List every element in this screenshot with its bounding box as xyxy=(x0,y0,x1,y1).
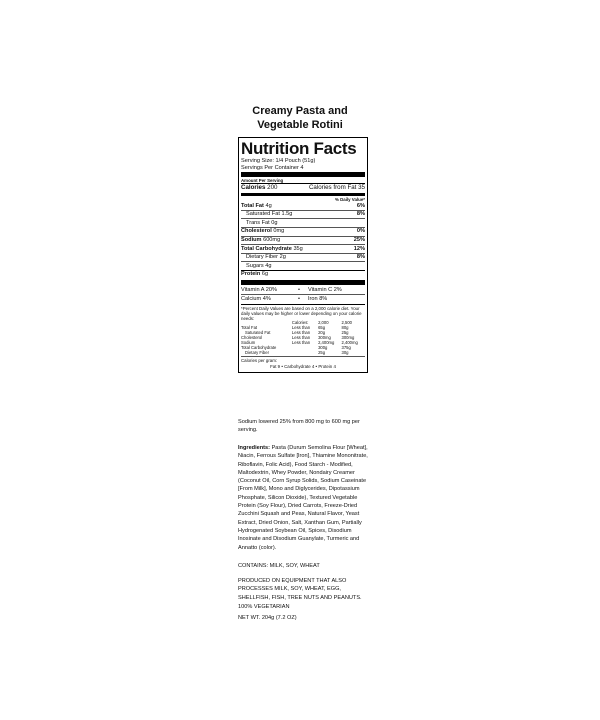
nutrition-facts-panel xyxy=(238,137,368,373)
daily-value-header: % Daily Value* xyxy=(334,196,365,202)
nutrient-amount: 6g xyxy=(261,271,269,278)
ingredients-block xyxy=(238,444,370,552)
nutrient-label: Trans Fat xyxy=(246,219,270,226)
calories-value: 200 xyxy=(267,183,278,191)
thick-divider xyxy=(241,280,365,285)
nutrient-label: Total Carbohydrate xyxy=(241,245,292,252)
dv-table-header-cell: 2,500 xyxy=(341,320,352,326)
medium-divider xyxy=(241,193,365,196)
vitamin-rows xyxy=(241,286,365,304)
bullet: • xyxy=(298,296,300,303)
calories-from-fat: Calories from Fat 35 xyxy=(308,183,365,191)
calories-per-gram: Fat 9 • Carbohydrate 4 • Protein 4 xyxy=(270,363,336,369)
product-title-line-1: Creamy Pasta and xyxy=(252,105,348,117)
dv-table-cell: 65g xyxy=(318,325,326,331)
servings-per-container: Servings Per Container 4 xyxy=(241,164,304,171)
daily-value-table xyxy=(241,321,365,355)
nutrient-row xyxy=(241,237,365,245)
nutrient-amount: 0mg xyxy=(273,228,285,235)
contains-block xyxy=(238,562,370,570)
dv-table-cell: Less than xyxy=(291,339,311,345)
dv-table-cell: 80g xyxy=(341,325,349,331)
dv-table-cell: Dietary Fiber xyxy=(245,349,269,355)
nutrient-row xyxy=(241,202,365,210)
serving-size: Serving Size: 1/4 Pouch (51g) xyxy=(241,158,316,164)
nutrient-rows xyxy=(241,202,365,278)
vegetarian-claim: 100% VEGETARIAN xyxy=(238,604,290,610)
nutrient-amount: 1.5g xyxy=(281,211,293,218)
dv-table-header-cell: 2,000 xyxy=(318,320,329,326)
dv-table-cell: Less than xyxy=(291,335,311,341)
nutrient-label: Saturated Fat xyxy=(246,211,280,218)
calories-per-gram-label: Calories per gram: xyxy=(241,357,278,363)
dv-table-cell: 300g xyxy=(318,344,328,350)
dv-table-cell: 300mg xyxy=(341,335,355,341)
nutrient-daily-value: 8% xyxy=(356,254,365,261)
nutrient-label: Cholesterol xyxy=(241,228,272,235)
vegetarian-block xyxy=(238,603,370,611)
nutrient-row xyxy=(241,211,365,219)
dv-table-cell: Total Fat xyxy=(241,325,258,331)
product-title-line-2: Vegetable Rotini xyxy=(257,119,343,131)
vitamin-left: Calcium 4% xyxy=(241,296,271,303)
vitamin-left: Vitamin A 20% xyxy=(241,286,277,293)
dv-table-cell: 2,400mg xyxy=(318,339,335,345)
dv-table-cell: Less than xyxy=(291,330,311,336)
nutrient-amount: 4g xyxy=(265,202,272,209)
ingredients-text: Pasta (Durum Semolina Flour [Wheat], Niacin, Ferrous Sulfate [Iron], Thiamine Mononitrate, Riboflavin, Folic Acid), Food Starch - Modified, Maltodextrin, Whey Powder, Nondairy Creamer (Coconut Oil, Corn Syrup Solids, Sodium Caseinate [From Milk], Mono and Diglycerides, Dipotassium Phosphate, Silicon Dioxide), Textured Vegetable Protein (Soy Flour), Dried Carrots, Freeze-Dried Zucchini Squash and Peas, Natural Flavor, Yeast Extract, Dried Onion, Salt, Xanthan Gum, Partially Hydrogenated Soybean Oil, Spices, Disodium Inosinate and Disodium Guanylate, Turmeric and Annatto (color). xyxy=(238,445,368,551)
equipment-block xyxy=(238,577,370,602)
vitamin-right: Vitamin C 2% xyxy=(308,286,342,293)
calories-label: Calories xyxy=(241,183,266,191)
daily-value-note: *Percent Daily Values are based on a 2,000 calorie diet. Your daily values may be higher or lower depending on your calorie needs: xyxy=(241,305,362,322)
dv-table-cell: Sodium xyxy=(241,339,256,345)
vitamin-row xyxy=(241,295,365,304)
bullet: • xyxy=(298,286,300,293)
nutrient-daily-value: 0% xyxy=(356,228,365,235)
ingredients-label: Ingredients: xyxy=(238,445,271,451)
dv-table-cell: 300mg xyxy=(318,335,331,341)
dv-table-cell: Cholesterol xyxy=(241,335,263,341)
calories-row xyxy=(241,184,365,192)
daily-value-table-body xyxy=(241,326,365,355)
nutrition-facts-title: Nutrition Facts xyxy=(241,139,357,158)
equipment-warning: PRODUCED ON EQUIPMENT THAT ALSO PROCESSES MILK, SOY, WHEAT, EGG, SHELLFISH, FISH, TREE NUTS AND PEANUTS. xyxy=(238,578,362,601)
nutrient-amount: 0g xyxy=(271,219,278,226)
nutrient-label: Total Fat xyxy=(241,202,264,209)
dv-table-cell: Less than xyxy=(291,325,311,331)
nutrient-label: Dietary Fiber xyxy=(246,254,279,261)
nutrient-daily-value: 8% xyxy=(356,211,365,218)
nutrient-daily-value: 6% xyxy=(356,202,365,209)
sodium-note: Sodium lowered 25% from 800 mg to 600 mg per serving. xyxy=(238,419,360,434)
amount-per-serving: Amount Per Serving xyxy=(241,178,284,184)
nutrient-label: Sugars xyxy=(246,262,264,269)
dv-table-cell: 20g xyxy=(318,330,326,336)
nutrient-row xyxy=(241,254,365,262)
allergen-contains: CONTAINS: MILK, SOY, WHEAT xyxy=(238,563,320,569)
dv-table-cell: 2,400mg xyxy=(341,339,358,345)
nutrient-row xyxy=(241,228,365,236)
thick-divider xyxy=(241,172,365,177)
dv-table-cell: Saturated Fat xyxy=(245,330,271,336)
dv-table-cell: 375g xyxy=(341,344,351,350)
nutrient-amount: 600mg xyxy=(263,237,281,244)
dv-table-cell: Total Carbohydrate xyxy=(241,344,277,350)
net-weight: NET WT. 204g (7.2 OZ) xyxy=(238,615,297,621)
dv-table-cell: 25g xyxy=(318,349,326,355)
nutrient-label: Sodium xyxy=(241,237,262,244)
nutrient-amount: 2g xyxy=(279,254,286,261)
nutrient-amount: 4g xyxy=(265,262,272,269)
nutrient-row xyxy=(241,245,365,253)
dv-table-header-cell: Calories: xyxy=(291,320,309,326)
nutrient-row xyxy=(241,219,365,227)
product-title xyxy=(230,104,370,132)
vitamin-right: Iron 8% xyxy=(308,296,328,303)
nutrient-label: Protein xyxy=(241,271,261,278)
nutrient-amount: 35g xyxy=(293,245,303,252)
sodium-note-block xyxy=(238,418,370,435)
net-weight-block xyxy=(238,614,370,622)
nutrient-daily-value: 25% xyxy=(353,237,365,244)
vitamin-row xyxy=(241,286,365,295)
dv-table-cell: 25g xyxy=(341,330,349,336)
nutrient-row xyxy=(241,271,365,279)
dv-table-cell: 30g xyxy=(341,349,349,355)
nutrient-daily-value: 12% xyxy=(353,245,365,252)
nutrient-row xyxy=(241,262,365,270)
